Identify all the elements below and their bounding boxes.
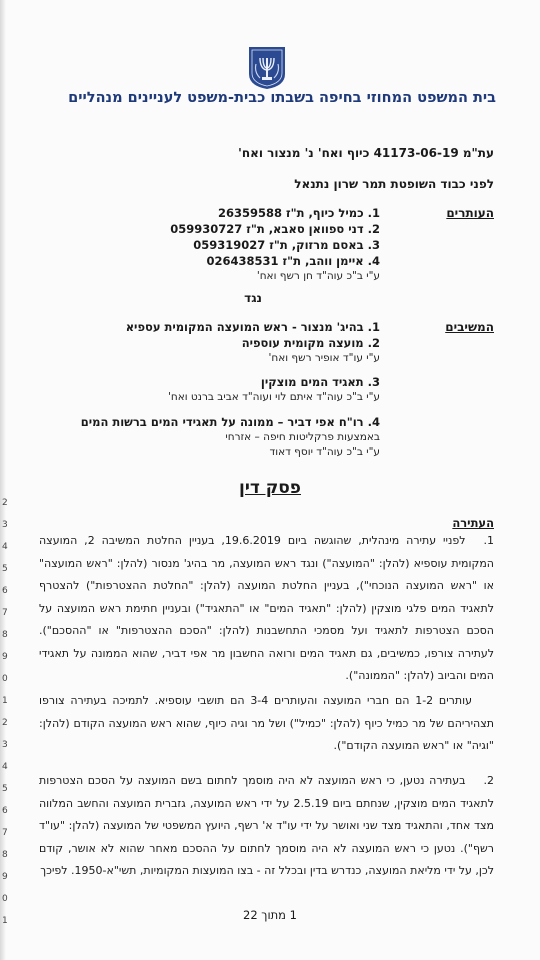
- margin-line-number: 8: [2, 630, 8, 640]
- paragraph-text: לפניי עתירה מינהלית, שהוגשה ביום 19.6.2019, בעניין החלטת המשיבה 2, המועצה המקומית עוספיא (להלן: "המועצה") ונגד ראש המועצה, מר בהיג' מנסור (להלן: "ראש המועצה" או "ראש המועצה הנוכחי"), בעניין החלטת המועצה (להלן: "החלטת ההצטרפות") להצטרף לתאגיד המים פלגי מוצקין (להלן: "תאגיד המים" או "התאגיד") ובעניין חתימת ראש המועצה על הסכם הצטרפות לתאגיד ועל מסמכי התחשבנות (להלן: "הסכם ההצטרפות" או "ההסכם"). לעתירה צורפו, כמשיבים, גם תאגיד המים ורואה החשבון מר אפי דביר, שהוא הממונה על תאגידי המים והביוב (להלן: "הממונה").: [39, 534, 494, 682]
- margin-line-number: 5: [2, 564, 8, 574]
- margin-line-number: 6: [2, 806, 8, 816]
- respondent-item: 4.רו"ח אפי דביר – ממונה על תאגידי המים ברשות המים: [80, 415, 380, 429]
- respondents-group-3: [40, 414, 380, 460]
- respondents-group-1: [40, 319, 380, 366]
- margin-line-number: 1: [2, 696, 8, 706]
- margin-line-number: 8: [2, 850, 8, 860]
- margin-line-number: 6: [2, 586, 8, 596]
- petitioners-label: העותרים: [446, 206, 494, 220]
- margin-line-number: 3: [2, 520, 8, 530]
- versus-label: נגד: [244, 291, 262, 305]
- margin-line-number: 7: [2, 828, 8, 838]
- respondent-counsel: ע"י עו"ד אופיר רשף ואח': [268, 352, 380, 364]
- court-name: בית המשפט המחוזי בחיפה בשבתו כבית-משפט לעניינים מנהליים: [68, 90, 496, 106]
- margin-line-number: 4: [2, 542, 8, 552]
- paragraph-2: [39, 770, 494, 883]
- margin-line-number: 1: [2, 916, 8, 926]
- respondent-item: 1.בהיג' מנצור - ראש המועצה המקומית עספיא: [125, 320, 380, 334]
- paragraph-1b: [39, 690, 494, 758]
- paragraph-number: 2.: [483, 774, 494, 787]
- respondent-counsel: ע"י ב"כ עוה"ד יוסף דאוד: [269, 446, 380, 458]
- margin-line-number: 0: [2, 674, 8, 684]
- page-footer: 1 מתוך 22: [243, 908, 297, 922]
- petitioners-list: [40, 205, 380, 284]
- margin-line-number: 2: [2, 718, 8, 728]
- petitioner-item: 3.באסם מרזוק, ת"ז 059319027: [193, 238, 380, 252]
- margin-line-number: 4: [2, 762, 8, 772]
- judge-line: לפני כבוד השופטת תמר שרון נתנאל: [294, 177, 494, 191]
- paragraph-text: בעתירה נטען, כי ראש המועצה לא היה מוסמך לחתום בשם המועצה על הסכם הצטרפות לתאגיד המים מוצקין, שנחתם ביום 2.5.19 על ידי ראש המועצה, גזברית המועצה והחשב המלווה מצד אחד, והתאגיד מצד שני ואושר על ידי עו"ד א' רשף, היועץ המשפטי של המועצה (להלן: "עו"ד רשף"). נטען כי ראש המועצה לא היה מוסמך לחתום על ההסכם מאחר שהוא לא אושר, קודם לכן, על ידי מליאת המועצה, כנדרש בדין ובכלל זה - בצו המועצות המקומיות, תשי"א-1950. לפיכך: [39, 774, 494, 877]
- state-emblem-icon: [246, 44, 288, 90]
- margin-line-number: 3: [2, 740, 8, 750]
- margin-line-number: 2: [2, 498, 8, 508]
- paragraph-number: 1.: [483, 534, 495, 547]
- paragraph-1: [39, 530, 494, 688]
- section-heading: העתירה: [452, 516, 494, 530]
- margin-line-number: 0: [2, 894, 8, 904]
- respondents-group-2: [40, 374, 380, 405]
- respondent-counsel: באמצעות פרקליטות חיפה – אזרחי: [225, 431, 380, 443]
- margin-line-number: 9: [2, 872, 8, 882]
- paragraph-text: עותרים 1-2 הם חברי המועצה והעותרים 3-4 הם תושבי עוספיא. לתמיכה בעתירה צורפו תצהיריהם של מר כמיל כיוף (להלן: "כמיל") ושל מר וגיה כיוף, שהוא ראש המועצה הקודם (להלן: "וגיה" או "ראש המועצה הקודם").: [39, 694, 494, 752]
- petitioner-item: 1.כמיל כיוף, ת"ז 26359588: [217, 206, 380, 220]
- respondent-counsel: ע"י ב"כ עוה"ד איתם לוי ועוה"ד אביב ברנט ואח': [167, 391, 380, 403]
- margin-line-number: 9: [2, 652, 8, 662]
- respondent-item: 3.תאגיד המים מוצקין: [260, 375, 380, 389]
- margin-line-number: 7: [2, 608, 8, 618]
- petitioners-counsel: ע"י ב"כ עוה"ד חן רשף ואח': [256, 270, 380, 282]
- document-title: פסק דין: [238, 478, 301, 498]
- case-number: עת"מ 41173-06-19 כיוף ואח' נ' מנצור ואח': [238, 146, 494, 160]
- petitioner-item: 4.איימן ווהב, ת"ז 026438531: [206, 254, 380, 268]
- petitioner-item: 2.דני ספוואן סאבא, ת"ז 059930727: [170, 222, 380, 236]
- margin-line-number: 5: [2, 784, 8, 794]
- respondent-item: 2.מועצה מקומית עוספיה: [241, 336, 380, 350]
- respondents-label: המשיבים: [445, 320, 494, 334]
